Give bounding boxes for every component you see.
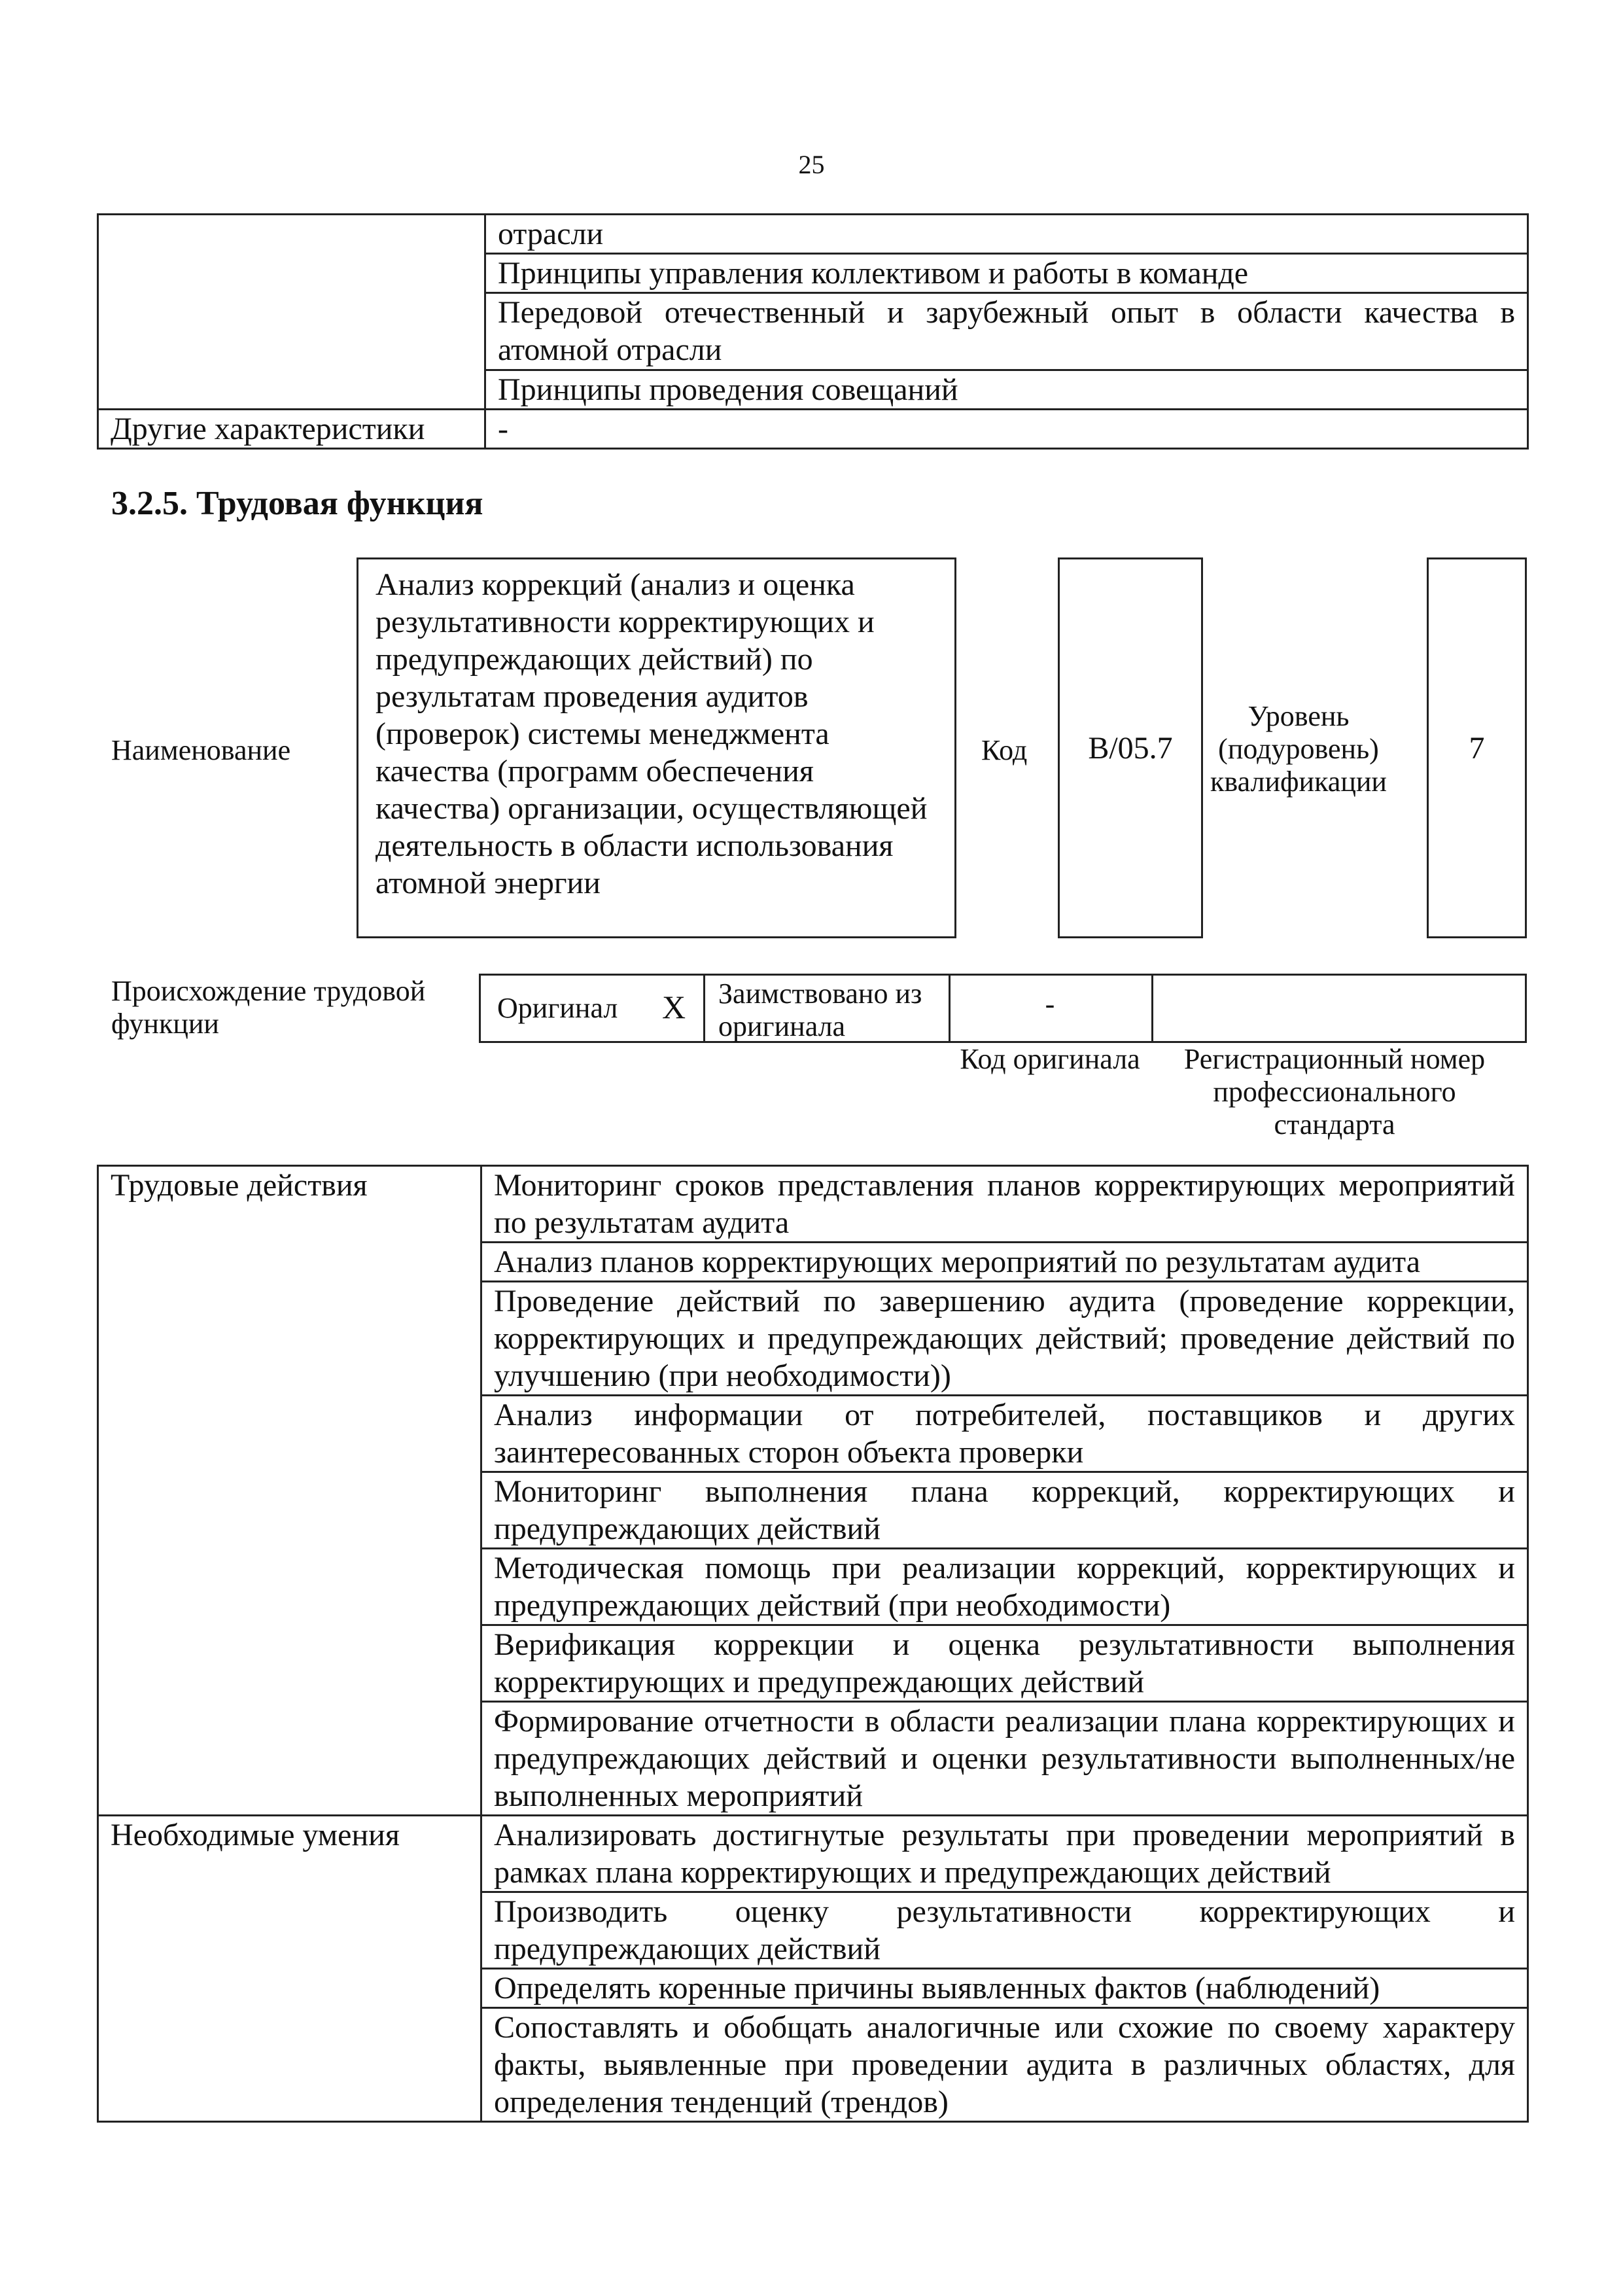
origin-code-value: -: [1045, 988, 1055, 1020]
other-characteristics-value: -: [485, 410, 1528, 449]
origin-label: Происхождение трудовой функции: [111, 975, 426, 1040]
other-characteristics-label: Другие характеристики: [98, 410, 485, 449]
registration-number-caption: Регистрационный номер профессионального стандарта: [1183, 1043, 1486, 1140]
knowledge-row: Передовой отечественный и зарубежный опыт в области качества в атомной отрасли: [485, 293, 1528, 370]
skill-item: Анализировать достигнутые результаты при проведении мероприятий в рамках плана корректирующих и предупреждающих действий: [481, 1816, 1528, 1892]
action-item: Анализ информации от потребителей, поставщиков и других заинтересованных сторон объекта проверки: [481, 1396, 1528, 1472]
action-item: Анализ планов корректирующих мероприятий по результатам аудита: [481, 1243, 1528, 1282]
function-name-value: Анализ коррекций (анализ и оценка результативности корректирующих и предупреждающих действий) по результатам проведения аудитов (проверок) системы менеджмента качества (программ обеспечения качества) организации, осуществляющей деятельность в области использования атомной энергии: [375, 567, 928, 900]
knowledge-row: Принципы проведения совещаний: [485, 370, 1528, 410]
knowledge-table-continued: [97, 213, 1529, 450]
action-item: Проведение действий по завершению аудита (проведение коррекции, корректирующих и предупреждающих действий; проведение действий по улучшению (при необходимости)): [481, 1282, 1528, 1396]
skill-item: Определять коренные причины выявленных фактов (наблюдений): [481, 1969, 1528, 2008]
borrowed-label: Заимствовано из оригинала: [718, 978, 922, 1042]
code-box: [1058, 557, 1203, 938]
qualification-level-label: Уровень (подуровень) квалификации: [1210, 700, 1387, 798]
action-item: Методическая помощь при реализации коррекций, корректирующих и предупреждающих действий (при необходимости): [481, 1549, 1528, 1625]
origin-code-caption: Код оригинала: [960, 1043, 1140, 1075]
code-label: Код: [981, 734, 1028, 766]
empty-label-cell: [98, 215, 485, 410]
skill-item: Производить оценку результативности корректирующих и предупреждающих действий: [481, 1892, 1528, 1969]
page-number: 25: [798, 150, 825, 179]
original-label: Оригинал: [497, 992, 618, 1024]
action-item: Мониторинг выполнения плана коррекций, корректирующих и предупреждающих действий: [481, 1472, 1528, 1549]
skill-item: Сопоставлять и обобщать аналогичные или схожие по своему характеру факты, выявленные при проведении аудита в различных областях, для определения тенденций (трендов): [481, 2008, 1528, 2122]
actions-skills-table: [97, 1165, 1529, 2123]
actions-label: Трудовые действия: [98, 1166, 481, 1816]
action-item: Формирование отчетности в области реализации плана корректирующих и предупреждающих действий и оценки результативности выполненных/не выполненных мероприятий: [481, 1702, 1528, 1816]
knowledge-row: отрасли: [485, 215, 1528, 254]
code-value: B/05.7: [1088, 730, 1173, 766]
name-label: Наименование: [111, 734, 291, 766]
action-item: Верификация коррекции и оценка результативности выполнения корректирующих и предупреждающих действий: [481, 1625, 1528, 1702]
section-heading: 3.2.5. Трудовая функция: [111, 485, 483, 522]
skills-label: Необходимые умения: [98, 1816, 481, 2122]
action-item: Мониторинг сроков представления планов корректирующих мероприятий по результатам аудита: [481, 1166, 1528, 1243]
function-name-box: [357, 557, 956, 938]
level-box: [1427, 557, 1527, 938]
knowledge-row: Принципы управления коллективом и работы в команде: [485, 254, 1528, 293]
original-mark: X: [662, 989, 686, 1025]
level-value: 7: [1469, 730, 1485, 766]
